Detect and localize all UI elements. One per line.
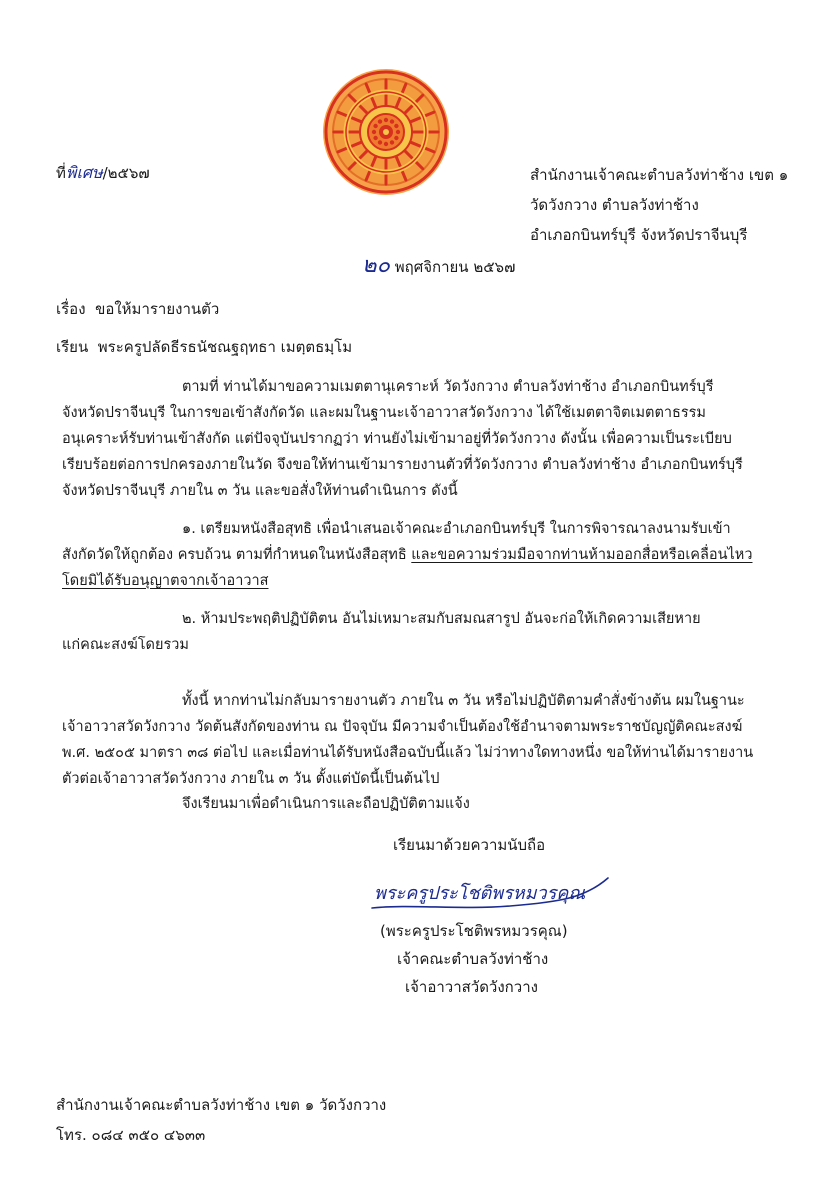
item-text: สังกัดวัดให้ถูกต้อง ครบถ้วน ตามที่กำหนดในหนังสือสุทธิ (62, 547, 412, 563)
signature-flourish-icon (370, 868, 620, 918)
reference-prefix: ที่ (56, 164, 66, 182)
item-line (62, 542, 753, 568)
subject-line (56, 296, 219, 322)
address-line: วัดวังกวาง ตำบลวังท่าช้าง (530, 196, 699, 214)
body-line: เรียบร้อยต่อการปกครองภายในวัด จึงขอให้ท่านเข้ามารายงานตัวที่วัดวังกวาง ตำบลวังท่าช้าง อำเภอกบินทร์บุรี (62, 457, 743, 473)
seal-petal (373, 124, 377, 128)
seal-petal (396, 130, 400, 134)
dharma-wheel-seal-icon (322, 68, 450, 196)
footer-phone: โทร. ๐๘๔ ๓๕๐ ๔๖๓๓ (56, 1126, 206, 1144)
seal-petal (373, 136, 377, 140)
seal-petal (394, 136, 398, 140)
body-line: จังหวัดปราจีนบุรี ในการขอเข้าสังกัดวัด และผมในฐานะเจ้าอาวาสวัดวังกวาง ได้ใช้เมตตาจิตเมตตาธรรม (62, 405, 706, 421)
salutation: เรียนมาด้วยความนับถือ (393, 836, 546, 854)
seal-petal (390, 140, 394, 144)
body-line: อนุเคราะห์รับท่านเข้าสังกัด แต่ปัจจุบันปรากฏว่า ท่านยังไม่เข้ามาอยู่ที่วัดวังกวาง ดังนั้น เพื่อความเป็นระเบียบ (62, 431, 732, 447)
address-line: อำเภอกบินทร์บุรี จังหวัดปราจีนบุรี (530, 226, 748, 244)
closing-line: ตัวต่อเจ้าอาวาสวัดวังกวาง ภายใน ๓ วัน ตั้งแต่บัดนี้เป็นต้นไป (62, 771, 440, 787)
item-line: ๒. ห้ามประพฤติปฏิบัติตน อันไม่เหมาะสมกับสมณสารูป อันจะก่อให้เกิดความเสียหาย (182, 611, 701, 627)
office-address (530, 160, 788, 250)
footer-office: สำนักงานเจ้าคณะตำบลวังท่าช้าง เขต ๑ วัดวังกวาง (56, 1096, 387, 1114)
item-emphasis: โดยมิได้รับอนุญาตจากเจ้าอาวาส (62, 573, 269, 589)
reference-year: /๒๕๖๗ (102, 164, 150, 182)
letter-date (362, 253, 515, 280)
item-line: ๑. เตรียมหนังสือสุทธิ เพื่อนำเสนอเจ้าคณะอำเภอกบินทร์บุรี ในการพิจารณาลงนามรับเข้า (182, 521, 731, 537)
address-line: สำนักงานเจ้าคณะตำบลวังท่าช้าง เขต ๑ (530, 166, 789, 184)
seal-petal (372, 130, 376, 134)
signer-title: เจ้าอาวาสวัดวังกวาง (405, 978, 538, 996)
subject-label: เรื่อง (56, 300, 86, 318)
date-month-year: พฤศจิกายน ๒๕๖๗ (394, 258, 516, 276)
item-line: แก่คณะสงฆ์โดยรวม (62, 637, 189, 653)
signature-handwriting: พระครูประโชติพรหมวรคุณ (374, 883, 586, 904)
seal-petal (384, 118, 388, 122)
closing-line: พ.ศ. ๒๕๐๕ มาตรา ๓๘ ต่อไป และเมื่อท่านได้รับหนังสือฉบับนี้แล้ว ไม่ว่าทางใดทางหนึ่ง ขอให้ท่านได้มารายงาน (62, 745, 754, 761)
body-line: จังหวัดปราจีนบุรี ภายใน ๓ วัน และขอสั่งให้ท่านดำเนินการ ดังนี้ (62, 483, 458, 499)
signer-title: เจ้าคณะตำบลวังท่าช้าง (397, 950, 549, 968)
closing-line: เจ้าอาวาสวัดวังกวาง วัดต้นสังกัดของท่าน ณ ปัจจุบัน มีความจำเป็นต้องใช้อำนาจตามพระราชบัญญัติคณะสงฆ์ (62, 719, 743, 735)
recipient-label: เรียน (56, 338, 89, 356)
signature (370, 868, 620, 918)
seal-petal (384, 142, 388, 146)
date-day-handwritten: ๒๐ (362, 253, 390, 278)
closing-line: ทั้งนี้ หากท่านไม่กลับมารายงานตัว ภายใน ๓ วัน หรือไม่ปฏิบัติตามคำสั่งข้างต้น ผมในฐานะ (182, 693, 745, 709)
signer-name: (พระครูประโชติพรหมวรคุณ) (380, 922, 568, 940)
seal-petal (394, 124, 398, 128)
recipient-name: พระครูปลัดธีรธนัชณฐฤทธา เมตฺตธมฺโม (97, 338, 353, 356)
reference-handwritten: พิเศษ (65, 163, 103, 182)
subject-text: ขอให้มารายงานตัว (95, 300, 220, 318)
body-line: ตามที่ ท่านได้มาขอความเมตตานุเคราะห์ วัดวังกวาง ตำบลวังท่าช้าง อำเภอกบินทร์บุรี (182, 379, 714, 395)
reference-number (56, 160, 150, 186)
seal-petal (378, 119, 382, 123)
seal-petal (390, 119, 394, 123)
recipient-line (56, 334, 352, 360)
item-emphasis: และขอความร่วมมือจากท่านห้ามออกสื่อหรือเคลื่อนไหว (411, 547, 753, 563)
final-request: จึงเรียนมาเพื่อดำเนินการและถือปฏิบัติตามแจ้ง (182, 796, 470, 812)
seal-petal (378, 140, 382, 144)
